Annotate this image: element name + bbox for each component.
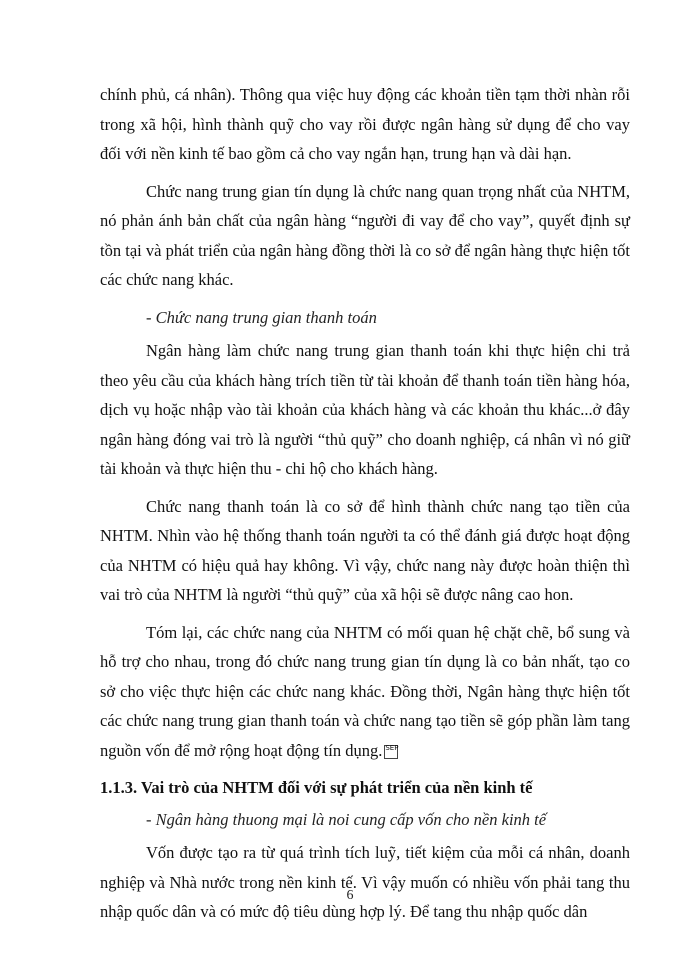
paragraph-payment-function: Ngân hàng làm chức nang trung gian thanh toán khi thực hiện chi trả theo yêu cầu của khách hàng trích tiền từ tài khoản để thanh toán tiền hàng hóa, dịch vụ hoặc nhập vào tài khoản của khách hàng và các khoản thu khác...ở đây ngân hàng đóng vai trò là người “thủ quỹ” cho doanh nghiệp, cá nhân vì nó giữ tài khoản và thực hiện thu - chi hộ cho khách hàng. <box>100 341 630 478</box>
sep-mark-icon: SEP <box>384 745 398 759</box>
paragraph-summary <box>100 618 630 766</box>
subheading-payment-intermediary: - Chức nang trung gian thanh toán <box>146 307 377 327</box>
subheading-capital-provider: - Ngân hàng thuong mại là noi cung cấp vốn cho nền kinh tế <box>146 809 547 829</box>
paragraph-continued: chính phủ, cá nhân). Thông qua việc huy động các khoản tiền tạm thời nhàn rỗi trong xã hội, hình thành quỹ cho vay rồi được ngân hàng sử dụng để cho vay đối với nền kinh tế bao gồm cả cho vay ngắn hạn, trung hạn và dài hạn. <box>100 85 630 163</box>
paragraph-payment-basis: Chức nang thanh toán là co sở để hình thành chức nang tạo tiền của NHTM. Nhìn vào hệ thống thanh toán người ta có thể đánh giá được hoạt động của NHTM có hiệu quả hay không. Vì vậy, chức nang này được hoàn thiện thì vai trò của NHTM là người “thủ quỹ” của xã hội sẽ được nâng cao hon. <box>100 496 630 604</box>
paragraph-credit-intermediary: Chức nang trung gian tín dụng là chức nang quan trọng nhất của NHTM, nó phản ánh bản chất của ngân hàng “người đi vay để cho vay”, quyết định sự tồn tại và phát triển của ngân hàng đồng thời là co sở để ngân hàng thực hiện tốt các chức nang khác. <box>100 181 630 289</box>
section-heading: 1.1.3. Vai trò của NHTM đối với sự phát triển của nền kinh tế <box>100 778 533 797</box>
page-content <box>100 80 630 935</box>
page-number: 6 <box>346 888 354 903</box>
paragraph-capital: Vốn được tạo ra từ quá trình tích luỹ, tiết kiệm của mỗi cá nhân, doanh nghiệp và Nhà nước trong nền kinh tế. Vì vậy muốn có nhiều vốn phải tang thu nhập quốc dân và có mức độ tiêu dùng hợp lý. Để tang thu nhập quốc dân <box>100 843 630 921</box>
paragraph-summary-text: Tóm lại, các chức nang của NHTM có mối quan hệ chặt chẽ, bổ sung và hỗ trợ cho nhau, trong đó chức nang trung gian tín dụng là co bản nhất, tạo co sở cho việc thực hiện các chức nang khác. Đồng thời, Ngân hàng thực hiện tốt các chức nang trung gian thanh toán và chức nang tạo tiền sẽ góp phần làm tang nguồn vốn để mở rộng hoạt động tín dụng. <box>100 622 630 760</box>
